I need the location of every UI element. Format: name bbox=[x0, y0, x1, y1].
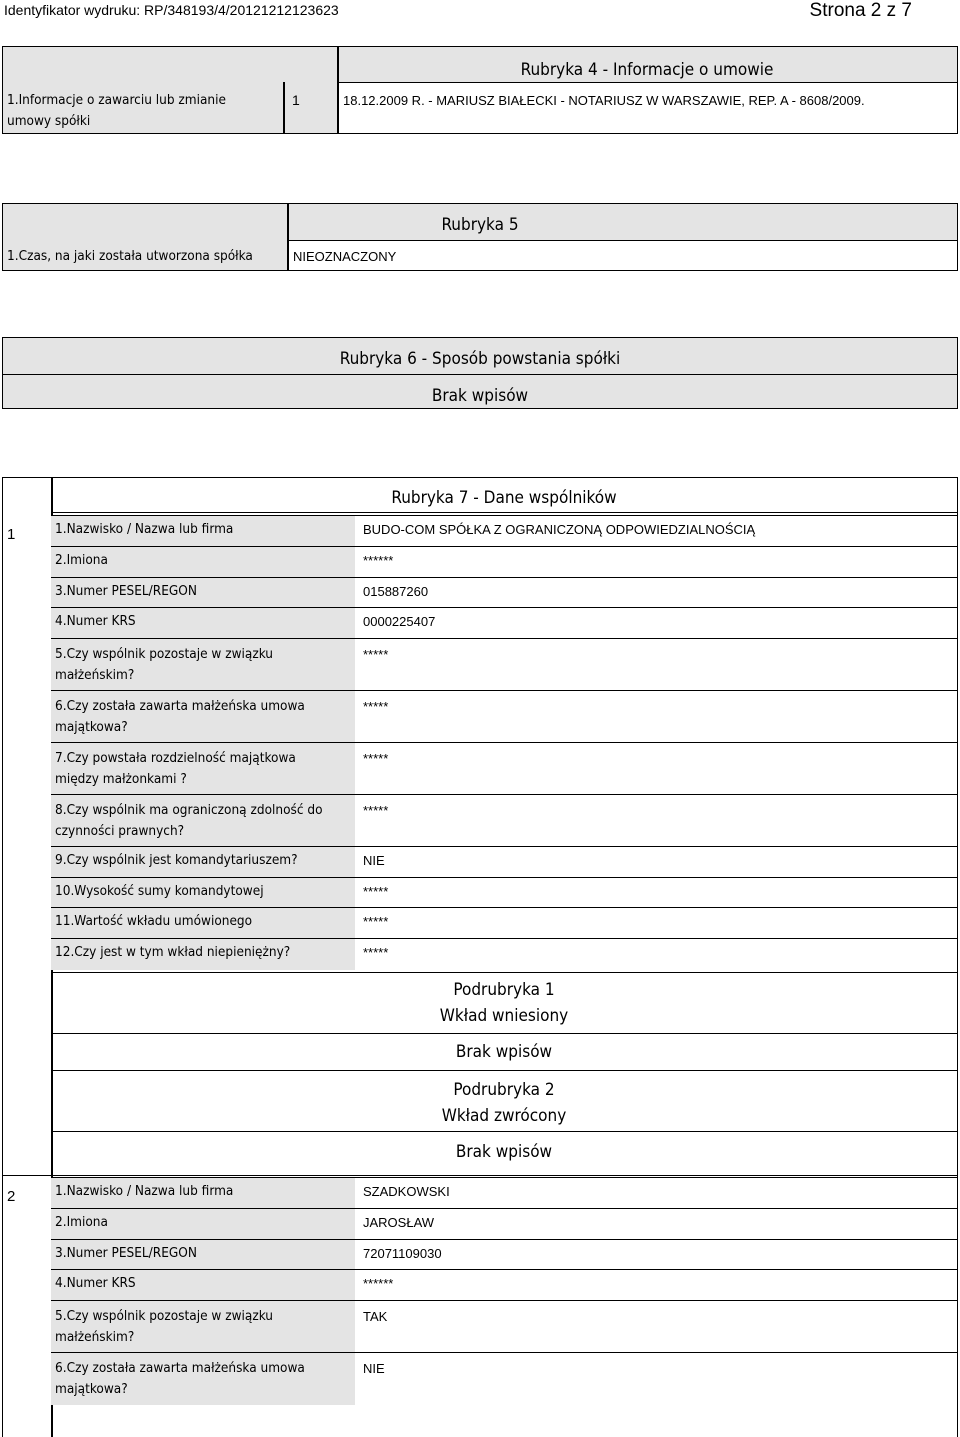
field-label: 6.Czy została zawarta małżeńska umowa majątkowa? bbox=[55, 698, 305, 735]
section-title: Rubryka 7 - Dane wspólników bbox=[391, 488, 617, 508]
field-value: TAK bbox=[363, 1309, 388, 1324]
field-row bbox=[51, 938, 957, 970]
field-label: 3.Numer PESEL/REGON bbox=[55, 1245, 197, 1261]
entry-number: 1 bbox=[292, 92, 300, 108]
field-row bbox=[51, 515, 957, 547]
field-label: 5.Czy wspólnik pozostaje w związku małżeńskim? bbox=[55, 1308, 274, 1345]
section-rubryka-7 bbox=[2, 477, 958, 1437]
field-row bbox=[51, 877, 957, 908]
section-title: Rubryka 5 bbox=[441, 215, 519, 235]
field-value: 0000225407 bbox=[363, 614, 436, 629]
field-label: 2.Imiona bbox=[55, 1214, 108, 1230]
field-row bbox=[51, 577, 957, 608]
field-label: 3.Numer PESEL/REGON bbox=[55, 583, 197, 599]
field-value: 72071109030 bbox=[363, 1246, 442, 1261]
field-row bbox=[51, 1300, 957, 1353]
field-value: ***** bbox=[363, 751, 389, 766]
section-title: Rubryka 4 - Informacje o umowie bbox=[520, 60, 774, 80]
field-label: 9.Czy wspólnik jest komandytariuszem? bbox=[55, 852, 298, 868]
field-row bbox=[51, 742, 957, 795]
field-row bbox=[51, 1239, 957, 1270]
field-value: ***** bbox=[363, 945, 389, 960]
field-row bbox=[51, 638, 957, 691]
empty-notice: Brak wpisów bbox=[455, 1042, 553, 1062]
field-value: 015887260 bbox=[363, 584, 429, 599]
subsection-subtitle: Wkład wniesiony bbox=[439, 1006, 569, 1026]
print-identifier: Identyfikator wydruku: RP/348193/4/20121212123623 bbox=[4, 2, 339, 18]
field-value: NIE bbox=[363, 1361, 385, 1376]
field-row bbox=[51, 794, 957, 847]
field-label: 4.Numer KRS bbox=[55, 613, 136, 629]
field-value: ***** bbox=[363, 699, 389, 714]
field-row bbox=[51, 1352, 957, 1405]
field-value: 18.12.2009 R. - MARIUSZ BIAŁECKI - NOTARIUSZ W WARSZAWIE, REP. A - 8608/2009. bbox=[343, 93, 865, 108]
subsection-title: Podrubryka 1 bbox=[453, 980, 555, 1000]
field-label: 7.Czy powstała rozdzielność majątkowa między małżonkami ? bbox=[55, 750, 296, 787]
field-label: 4.Numer KRS bbox=[55, 1275, 136, 1291]
section-title: Rubryka 6 - Sposób powstania spółki bbox=[339, 349, 621, 369]
field-value: BUDO-COM SPÓŁKA Z OGRANICZONĄ ODPOWIEDZIALNOŚCIĄ bbox=[363, 522, 756, 537]
field-label: 8.Czy wspólnik ma ograniczoną zdolność do czynności prawnych? bbox=[55, 802, 323, 839]
subsection-title: Podrubryka 2 bbox=[453, 1080, 555, 1100]
field-value: ***** bbox=[363, 884, 389, 899]
field-label: 11.Wartość wkładu umówionego bbox=[55, 913, 253, 929]
field-value: ****** bbox=[363, 553, 394, 568]
field-row bbox=[51, 690, 957, 743]
field-value: NIE bbox=[363, 853, 385, 868]
field-value: ***** bbox=[363, 803, 389, 818]
field-value: ***** bbox=[363, 914, 389, 929]
field-label: 1.Nazwisko / Nazwa lub firma bbox=[55, 1183, 234, 1199]
field-row bbox=[51, 1208, 957, 1240]
section-rubryka-5 bbox=[2, 203, 958, 271]
field-value: JAROSŁAW bbox=[363, 1215, 435, 1230]
field-label: 10.Wysokość sumy komandytowej bbox=[55, 883, 264, 899]
field-label: 6.Czy została zawarta małżeńska umowa majątkowa? bbox=[55, 1360, 305, 1397]
field-row bbox=[51, 1269, 957, 1301]
field-value: ***** bbox=[363, 647, 389, 662]
field-label: 12.Czy jest w tym wkład niepieniężny? bbox=[55, 944, 291, 960]
partner-number: 1 bbox=[7, 526, 16, 543]
field-row bbox=[51, 546, 957, 578]
field-label: 2.Imiona bbox=[55, 552, 108, 568]
empty-notice: Brak wpisów bbox=[431, 386, 529, 406]
section-rubryka-4 bbox=[2, 46, 958, 134]
field-value: ****** bbox=[363, 1276, 394, 1291]
field-label: 1.Czas, na jaki została utworzona spółka bbox=[7, 248, 253, 264]
field-row bbox=[51, 846, 957, 878]
field-label: 1.Nazwisko / Nazwa lub firma bbox=[55, 521, 234, 537]
field-row bbox=[51, 607, 957, 639]
field-value: SZADKOWSKI bbox=[363, 1184, 450, 1199]
field-label: 1.Informacje o zawarciu lub zmianie umowy spółki bbox=[7, 92, 226, 129]
field-value: NIEOZNACZONY bbox=[293, 249, 397, 264]
section-rubryka-6 bbox=[2, 337, 958, 409]
subsection-podrubryka-2 bbox=[51, 1070, 957, 1175]
field-row bbox=[51, 1177, 957, 1209]
field-row bbox=[51, 907, 957, 939]
field-label: 5.Czy wspólnik pozostaje w związku małżeńskim? bbox=[55, 646, 274, 683]
partner-number: 2 bbox=[7, 1188, 16, 1205]
subsection-subtitle: Wkład zwrócony bbox=[441, 1106, 567, 1126]
empty-notice: Brak wpisów bbox=[455, 1142, 553, 1162]
subsection-podrubryka-1 bbox=[51, 972, 957, 1071]
page-number: Strona 2 z 7 bbox=[809, 0, 912, 21]
